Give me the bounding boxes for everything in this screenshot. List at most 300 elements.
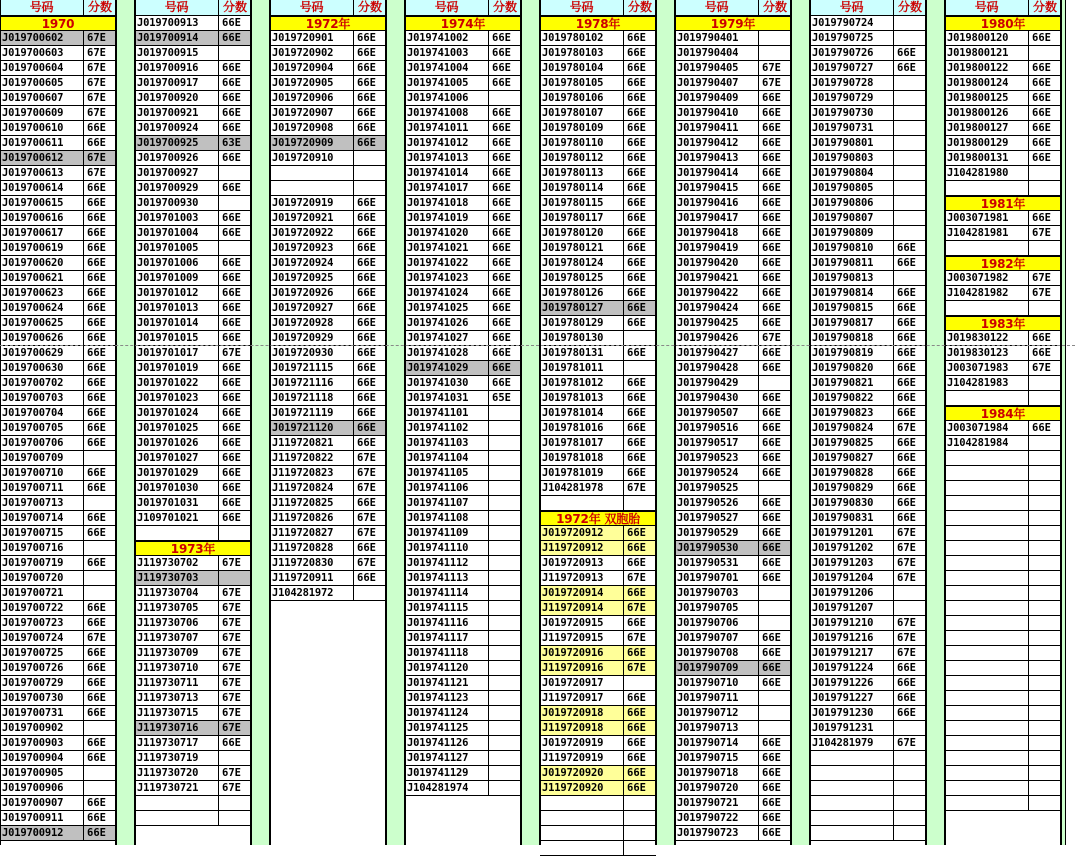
score-cell[interactable] <box>758 721 791 735</box>
id-cell[interactable]: J019700613 <box>2 167 64 179</box>
score-cell[interactable]: 66E <box>623 46 656 60</box>
score-cell[interactable]: 66E <box>623 391 656 405</box>
id-cell[interactable]: J019700902 <box>2 722 64 734</box>
score-cell[interactable]: 66E <box>353 316 386 330</box>
id-cell[interactable]: J019790809 <box>812 227 874 239</box>
empty-row[interactable] <box>945 601 1061 616</box>
table-row[interactable] <box>540 436 656 451</box>
score-cell[interactable]: 66E <box>488 166 521 180</box>
table-row[interactable] <box>135 106 251 121</box>
id-cell[interactable]: J019741012 <box>407 137 469 149</box>
score-cell[interactable]: 66E <box>218 91 251 105</box>
id-cell[interactable]: J019790822 <box>812 392 874 404</box>
id-cell[interactable]: J019780124 <box>542 257 604 269</box>
id-cell[interactable]: J019700629 <box>2 347 64 359</box>
table-row[interactable] <box>810 106 926 121</box>
table-row[interactable] <box>540 121 656 136</box>
id-cell[interactable]: J019700914 <box>135 31 218 45</box>
id-cell[interactable]: J019790818 <box>812 332 874 344</box>
id-cell[interactable]: J019700604 <box>2 62 64 74</box>
score-cell[interactable] <box>218 811 251 825</box>
id-cell[interactable] <box>810 781 893 795</box>
table-row[interactable] <box>270 211 386 226</box>
table-row[interactable] <box>405 256 521 271</box>
table-row[interactable] <box>405 556 521 571</box>
header-score-cell[interactable]: 分数 <box>218 0 251 15</box>
score-cell[interactable]: 66E <box>488 181 521 195</box>
table-row[interactable] <box>675 196 791 211</box>
score-cell[interactable]: 67E <box>893 571 926 585</box>
id-cell[interactable]: J019790727 <box>812 62 874 74</box>
score-cell[interactable]: 66E <box>353 541 386 555</box>
table-row[interactable] <box>0 721 116 736</box>
id-cell[interactable]: J019700911 <box>2 812 64 824</box>
id-cell[interactable]: J119730721 <box>137 782 199 794</box>
id-cell[interactable]: J019741005 <box>407 77 469 89</box>
table-row[interactable] <box>810 391 926 406</box>
id-cell[interactable]: J019700625 <box>2 317 64 329</box>
id-cell[interactable]: J019701024 <box>137 407 199 419</box>
id-cell[interactable]: J119720912 <box>540 541 623 555</box>
year-group-header[interactable] <box>540 511 656 526</box>
score-cell[interactable] <box>893 226 926 240</box>
score-cell[interactable]: 66E <box>893 391 926 405</box>
id-cell[interactable]: J003071983 <box>947 362 1009 374</box>
id-cell[interactable]: J019780130 <box>542 332 604 344</box>
table-row[interactable] <box>0 286 116 301</box>
header-score-cell[interactable]: 分数 <box>893 0 926 15</box>
empty-row[interactable] <box>810 751 926 766</box>
score-cell[interactable]: 66E <box>83 511 116 525</box>
table-row[interactable] <box>135 766 251 781</box>
table-row[interactable] <box>135 451 251 466</box>
id-cell[interactable]: J019790731 <box>812 122 874 134</box>
table-row[interactable] <box>405 736 521 751</box>
id-cell[interactable]: J119720918 <box>540 721 623 735</box>
score-cell[interactable]: 67E <box>353 451 386 465</box>
score-cell[interactable]: 66E <box>353 376 386 390</box>
id-cell[interactable]: J019700620 <box>2 257 64 269</box>
id-cell[interactable]: J019790724 <box>812 17 874 29</box>
id-cell[interactable]: J119720917 <box>542 692 604 704</box>
table-row[interactable] <box>810 361 926 376</box>
score-cell[interactable]: 66E <box>893 256 926 270</box>
score-cell[interactable]: 66E <box>218 151 251 165</box>
id-cell[interactable]: J019741121 <box>407 677 469 689</box>
table-row[interactable] <box>0 436 116 451</box>
id-cell[interactable]: J019720908 <box>272 122 334 134</box>
empty-row[interactable] <box>945 586 1061 601</box>
table-row[interactable] <box>0 526 116 541</box>
table-row[interactable] <box>0 181 116 196</box>
empty-row[interactable] <box>540 796 656 811</box>
table-row[interactable] <box>0 706 116 721</box>
table-row[interactable] <box>810 691 926 706</box>
table-row[interactable] <box>0 541 116 556</box>
id-cell[interactable] <box>945 481 1028 495</box>
id-cell[interactable]: J019701012 <box>137 287 199 299</box>
id-cell[interactable]: J019700602 <box>0 31 83 45</box>
table-row[interactable] <box>945 61 1061 76</box>
id-cell[interactable]: J119730713 <box>137 692 199 704</box>
id-cell[interactable]: J019741025 <box>407 302 469 314</box>
score-cell[interactable]: 67E <box>83 46 116 60</box>
id-cell[interactable]: J019720912 <box>540 526 623 540</box>
score-cell[interactable]: 66E <box>218 121 251 135</box>
table-row[interactable] <box>540 346 656 361</box>
score-cell[interactable] <box>1028 796 1061 810</box>
id-cell[interactable]: J019700715 <box>2 527 64 539</box>
score-cell[interactable]: 66E <box>623 256 656 270</box>
table-row[interactable] <box>405 31 521 46</box>
id-cell[interactable]: J019790820 <box>812 362 874 374</box>
id-cell[interactable]: J019720927 <box>272 302 334 314</box>
score-cell[interactable]: 66E <box>623 271 656 285</box>
table-row[interactable] <box>540 661 656 676</box>
id-cell[interactable]: J019791226 <box>812 677 874 689</box>
score-cell[interactable]: 66E <box>488 316 521 330</box>
score-cell[interactable]: 66E <box>1028 31 1061 45</box>
id-cell[interactable]: J019781017 <box>542 437 604 449</box>
table-row[interactable] <box>675 406 791 421</box>
id-cell[interactable]: J019700709 <box>2 452 64 464</box>
score-cell[interactable]: 66E <box>488 271 521 285</box>
score-cell[interactable]: 66E <box>353 136 386 150</box>
id-cell[interactable]: J019790828 <box>812 467 874 479</box>
id-cell[interactable]: J019791217 <box>812 647 874 659</box>
table-row[interactable] <box>135 211 251 226</box>
table-row[interactable] <box>270 511 386 526</box>
score-cell[interactable]: 66E <box>623 301 656 315</box>
id-cell[interactable]: J019700904 <box>2 752 64 764</box>
id-cell[interactable]: J019700906 <box>2 782 64 794</box>
id-cell[interactable]: J019701017 <box>137 347 199 359</box>
table-row[interactable] <box>135 31 251 46</box>
id-cell[interactable]: J019790827 <box>812 452 874 464</box>
id-cell[interactable] <box>810 766 893 780</box>
table-row[interactable] <box>405 406 521 421</box>
table-row[interactable] <box>135 166 251 181</box>
id-cell[interactable] <box>540 496 623 510</box>
table-row[interactable] <box>945 436 1061 451</box>
header-id-cell[interactable]: 号码 <box>29 0 54 14</box>
table-row[interactable] <box>270 76 386 91</box>
score-cell[interactable]: 67E <box>893 556 926 570</box>
table-row[interactable] <box>675 721 791 736</box>
id-cell[interactable]: J019790718 <box>677 767 739 779</box>
score-cell[interactable]: 67E <box>218 346 251 360</box>
score-cell[interactable]: 66E <box>1028 331 1061 345</box>
score-cell[interactable] <box>488 691 521 705</box>
id-cell[interactable]: J019790711 <box>677 692 739 704</box>
id-cell[interactable]: J019701006 <box>137 257 199 269</box>
table-row[interactable] <box>0 796 116 811</box>
score-cell[interactable]: 66E <box>218 256 251 270</box>
id-cell[interactable]: J019701031 <box>137 497 199 509</box>
score-cell[interactable]: 66E <box>623 241 656 255</box>
score-cell[interactable]: 66E <box>758 751 791 765</box>
score-cell[interactable]: 67E <box>83 151 116 165</box>
score-cell[interactable]: 66E <box>218 211 251 225</box>
score-cell[interactable]: 66E <box>218 406 251 420</box>
score-cell[interactable] <box>1028 676 1061 690</box>
table-row[interactable] <box>810 601 926 616</box>
table-row[interactable] <box>135 256 251 271</box>
id-cell[interactable]: J019790715 <box>677 752 739 764</box>
table-row[interactable] <box>270 301 386 316</box>
score-cell[interactable]: 66E <box>758 91 791 105</box>
score-cell[interactable]: 66E <box>218 361 251 375</box>
table-row[interactable] <box>405 166 521 181</box>
score-cell[interactable]: 66E <box>83 271 116 285</box>
table-row[interactable] <box>675 256 791 271</box>
header-score-cell[interactable]: 分数 <box>488 0 521 15</box>
table-row[interactable] <box>405 511 521 526</box>
score-cell[interactable]: 66E <box>218 181 251 195</box>
table-row[interactable] <box>810 256 926 271</box>
score-cell[interactable]: 66E <box>893 451 926 465</box>
score-cell[interactable]: 66E <box>758 286 791 300</box>
score-cell[interactable] <box>1028 181 1061 195</box>
header-score-cell[interactable]: 分数 <box>353 0 386 15</box>
id-cell[interactable]: J019790830 <box>812 497 874 509</box>
score-cell[interactable]: 66E <box>83 661 116 675</box>
id-cell[interactable] <box>945 586 1028 600</box>
score-cell[interactable]: 66E <box>623 166 656 180</box>
id-cell[interactable]: J019720928 <box>272 317 334 329</box>
id-cell[interactable]: J019700930 <box>137 197 199 209</box>
id-cell[interactable]: J019780103 <box>542 47 604 59</box>
score-cell[interactable] <box>893 31 926 45</box>
id-cell[interactable]: J019741004 <box>407 62 469 74</box>
score-cell[interactable]: 66E <box>623 451 656 465</box>
empty-row[interactable] <box>945 736 1061 751</box>
id-cell[interactable]: J019700713 <box>2 497 64 509</box>
table-row[interactable] <box>810 421 926 436</box>
id-cell[interactable]: J019780105 <box>542 77 604 89</box>
id-cell[interactable]: J019781016 <box>542 422 604 434</box>
score-cell[interactable]: 66E <box>83 691 116 705</box>
table-row[interactable] <box>135 721 251 736</box>
empty-row[interactable] <box>945 691 1061 706</box>
score-cell[interactable]: 67E <box>758 76 791 90</box>
id-cell[interactable]: J119730704 <box>137 587 199 599</box>
id-cell[interactable]: J119720822 <box>272 452 334 464</box>
table-row[interactable] <box>945 211 1061 226</box>
id-cell[interactable]: J019741109 <box>407 527 469 539</box>
id-cell[interactable]: J019720902 <box>272 47 334 59</box>
empty-row[interactable] <box>810 766 926 781</box>
table-row[interactable] <box>675 361 791 376</box>
id-cell[interactable]: J019781012 <box>542 377 604 389</box>
table-row[interactable] <box>135 361 251 376</box>
table-row[interactable] <box>675 706 791 721</box>
score-cell[interactable]: 67E <box>893 526 926 540</box>
table-row[interactable] <box>675 751 791 766</box>
score-cell[interactable]: 66E <box>488 346 521 360</box>
id-cell[interactable] <box>945 616 1028 630</box>
id-cell[interactable]: J019720905 <box>272 77 334 89</box>
table-row[interactable] <box>0 616 116 631</box>
id-cell[interactable]: J019790819 <box>812 347 874 359</box>
table-row[interactable] <box>0 46 116 61</box>
id-cell[interactable]: J019741108 <box>407 512 469 524</box>
score-cell[interactable]: 66E <box>758 151 791 165</box>
id-cell[interactable]: J019720923 <box>272 242 334 254</box>
id-cell[interactable]: J019780131 <box>542 347 604 359</box>
id-cell[interactable]: J019790410 <box>677 107 739 119</box>
score-cell[interactable]: 66E <box>893 676 926 690</box>
id-cell[interactable]: J019700920 <box>137 92 199 104</box>
id-cell[interactable]: J019700603 <box>2 47 64 59</box>
score-cell[interactable]: 67E <box>353 556 386 570</box>
id-cell[interactable]: J019700921 <box>137 107 199 119</box>
table-row[interactable] <box>675 691 791 706</box>
table-row[interactable] <box>405 196 521 211</box>
table-row[interactable] <box>405 241 521 256</box>
score-cell[interactable]: 67E <box>218 601 251 615</box>
id-cell[interactable]: J019701022 <box>137 377 199 389</box>
score-cell[interactable] <box>488 451 521 465</box>
table-row[interactable] <box>675 661 791 676</box>
id-cell[interactable]: J019790814 <box>812 287 874 299</box>
table-row[interactable] <box>270 226 386 241</box>
table-row[interactable] <box>270 91 386 106</box>
id-cell[interactable] <box>945 661 1028 675</box>
table-row[interactable] <box>675 466 791 481</box>
score-cell[interactable] <box>758 31 791 45</box>
score-cell[interactable] <box>488 706 521 720</box>
score-cell[interactable]: 67E <box>893 631 926 645</box>
id-cell[interactable] <box>945 496 1028 510</box>
id-cell[interactable]: J019700917 <box>137 77 199 89</box>
table-row[interactable] <box>405 361 521 376</box>
table-row[interactable] <box>540 136 656 151</box>
score-cell[interactable] <box>893 16 926 30</box>
score-cell[interactable]: 66E <box>488 286 521 300</box>
score-cell[interactable]: 66E <box>623 91 656 105</box>
id-cell[interactable]: J019790407 <box>677 77 739 89</box>
score-cell[interactable]: 66E <box>353 46 386 60</box>
score-cell[interactable] <box>488 601 521 615</box>
table-row[interactable] <box>945 226 1061 241</box>
score-cell[interactable]: 66E <box>218 451 251 465</box>
id-cell[interactable]: J019741023 <box>407 272 469 284</box>
score-cell[interactable]: 66E <box>353 286 386 300</box>
id-cell[interactable]: J019791224 <box>812 662 874 674</box>
id-cell[interactable] <box>945 691 1028 705</box>
id-cell[interactable]: J019791202 <box>812 542 874 554</box>
id-cell[interactable]: J019791206 <box>812 587 874 599</box>
id-cell[interactable]: J019700905 <box>2 767 64 779</box>
empty-row[interactable] <box>810 781 926 796</box>
id-cell[interactable] <box>810 811 893 825</box>
score-cell[interactable]: 66E <box>758 436 791 450</box>
id-cell[interactable] <box>810 826 893 840</box>
id-cell[interactable]: J019790703 <box>677 587 739 599</box>
id-cell[interactable]: J019741014 <box>407 167 469 179</box>
id-cell[interactable]: J019741017 <box>407 182 469 194</box>
table-row[interactable] <box>540 181 656 196</box>
id-cell[interactable]: J003071981 <box>947 212 1009 224</box>
table-row[interactable] <box>135 466 251 481</box>
score-cell[interactable]: 66E <box>218 16 251 30</box>
id-cell[interactable]: J019790824 <box>812 422 874 434</box>
table-row[interactable] <box>810 376 926 391</box>
table-row[interactable] <box>0 121 116 136</box>
score-cell[interactable]: 66E <box>83 466 116 480</box>
table-row[interactable] <box>135 181 251 196</box>
score-cell[interactable]: 66E <box>488 76 521 90</box>
table-row[interactable] <box>675 316 791 331</box>
score-cell[interactable]: 66E <box>623 586 656 600</box>
table-row[interactable] <box>945 421 1061 436</box>
score-cell[interactable] <box>893 781 926 795</box>
table-row[interactable] <box>0 766 116 781</box>
id-cell[interactable]: J019721116 <box>272 377 334 389</box>
table-row[interactable] <box>270 361 386 376</box>
score-cell[interactable] <box>488 526 521 540</box>
table-row[interactable] <box>270 331 386 346</box>
score-cell[interactable] <box>83 766 116 780</box>
score-cell[interactable] <box>1028 166 1061 180</box>
table-row[interactable] <box>405 121 521 136</box>
score-cell[interactable]: 66E <box>1028 76 1061 90</box>
table-row[interactable] <box>270 376 386 391</box>
id-cell[interactable]: J019741120 <box>407 662 469 674</box>
id-cell[interactable]: J019700610 <box>2 122 64 134</box>
table-row[interactable] <box>540 106 656 121</box>
score-cell[interactable] <box>1028 631 1061 645</box>
table-row[interactable] <box>540 631 656 646</box>
header-id-cell[interactable]: 号码 <box>299 0 324 14</box>
id-cell[interactable]: J019830123 <box>947 347 1009 359</box>
id-cell[interactable]: J104281983 <box>947 377 1009 389</box>
score-cell[interactable] <box>83 496 116 510</box>
table-row[interactable] <box>675 166 791 181</box>
score-cell[interactable]: 66E <box>83 436 116 450</box>
id-cell[interactable]: J019720930 <box>272 347 334 359</box>
id-cell[interactable]: J019790710 <box>677 677 739 689</box>
id-cell[interactable]: J019741110 <box>407 542 469 554</box>
score-cell[interactable]: 67E <box>623 661 656 675</box>
id-cell[interactable]: J119720826 <box>272 512 334 524</box>
score-cell[interactable] <box>758 376 791 390</box>
table-row[interactable] <box>540 211 656 226</box>
table-row[interactable] <box>135 391 251 406</box>
id-cell[interactable]: J019720906 <box>272 92 334 104</box>
id-cell[interactable]: J019700626 <box>2 332 64 344</box>
table-row[interactable] <box>0 256 116 271</box>
id-cell[interactable]: J019720919 <box>542 737 604 749</box>
id-cell[interactable]: J019700924 <box>137 122 199 134</box>
score-cell[interactable] <box>488 661 521 675</box>
score-cell[interactable]: 66E <box>623 181 656 195</box>
id-cell[interactable]: J019741029 <box>405 361 488 375</box>
score-cell[interactable] <box>1028 616 1061 630</box>
table-row[interactable] <box>810 496 926 511</box>
score-cell[interactable]: 66E <box>83 526 116 540</box>
id-cell[interactable]: J019700703 <box>2 392 64 404</box>
score-cell[interactable] <box>1028 721 1061 735</box>
id-cell[interactable]: J019741115 <box>407 602 469 614</box>
id-cell[interactable]: J019741123 <box>407 692 469 704</box>
score-cell[interactable] <box>1028 751 1061 765</box>
table-row[interactable] <box>810 511 926 526</box>
table-row[interactable] <box>135 661 251 676</box>
id-cell[interactable]: J019720910 <box>272 152 334 164</box>
id-cell[interactable]: J019790823 <box>812 407 874 419</box>
